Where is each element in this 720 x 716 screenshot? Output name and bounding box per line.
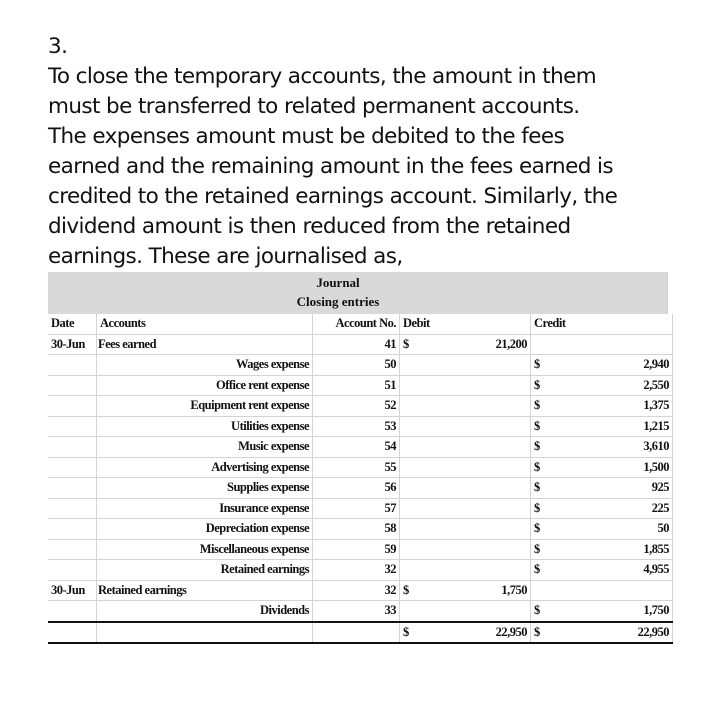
debit-cell (400, 539, 531, 560)
account-name: Supplies expense (227, 480, 309, 495)
debit-cell (400, 375, 531, 396)
currency-symbol: $ (534, 562, 540, 577)
currency-symbol: $ (534, 418, 540, 433)
account-cell (97, 478, 313, 499)
credit-amount: 1,750 (643, 603, 669, 618)
account-no-cell (313, 396, 400, 417)
account-name: Miscellaneous expense (199, 541, 309, 556)
date-cell (48, 437, 97, 458)
totals-account-no-cell (313, 622, 400, 644)
debit-cell (400, 416, 531, 437)
debit-cell (400, 560, 531, 581)
account-number: 32 (384, 562, 396, 577)
account-number: 52 (384, 398, 396, 413)
currency-symbol: $ (534, 603, 540, 618)
journal-row (48, 580, 673, 601)
currency-symbol: $ (534, 500, 540, 515)
account-no-cell (313, 437, 400, 458)
journal-table (48, 272, 668, 644)
header-accounts: Accounts (97, 314, 313, 334)
account-no-cell (313, 539, 400, 560)
account-cell (97, 334, 313, 355)
credit-amount: 1,375 (643, 398, 669, 413)
journal-title: Journal (316, 275, 360, 290)
header-account-no: Account No. (313, 314, 400, 334)
account-name: Insurance expense (219, 500, 309, 515)
account-no-cell (313, 355, 400, 376)
currency-symbol: $ (534, 624, 540, 639)
totals-row (48, 622, 673, 644)
header-row (48, 314, 673, 334)
journal-row (48, 457, 673, 478)
header-debit: Debit (400, 314, 531, 334)
credit-amount: 2,940 (643, 357, 669, 372)
account-number: 54 (384, 439, 396, 454)
account-no-cell (313, 375, 400, 396)
currency-symbol: $ (534, 480, 540, 495)
account-no-cell (313, 601, 400, 622)
journal-row (48, 560, 673, 581)
date-cell (48, 355, 97, 376)
credit-amount: 4,955 (643, 562, 669, 577)
account-name: Music expense (238, 439, 309, 454)
explanation-text (48, 32, 708, 272)
currency-symbol: $ (534, 357, 540, 372)
journal-row (48, 601, 673, 622)
credit-amount: 50 (657, 521, 669, 536)
date-cell (48, 375, 97, 396)
account-number: 57 (384, 500, 396, 515)
credit-cell (531, 437, 673, 458)
account-cell (97, 437, 313, 458)
currency-symbol: $ (534, 398, 540, 413)
account-no-cell (313, 498, 400, 519)
journal-subtitle: Closing entries (296, 294, 380, 309)
credit-cell (531, 396, 673, 417)
date-cell (48, 580, 97, 601)
date-cell (48, 601, 97, 622)
journal-body (48, 334, 673, 622)
account-name: Fees earned (98, 336, 157, 351)
explanation-line: must be transferred to related permanent accounts. (48, 94, 580, 119)
date-cell (48, 539, 97, 560)
debit-cell (400, 355, 531, 376)
credit-amount: 1,500 (643, 459, 669, 474)
credit-amount: 1,215 (643, 418, 669, 433)
journal-row (48, 519, 673, 540)
date-cell (48, 519, 97, 540)
journal-row (48, 437, 673, 458)
credit-cell (531, 478, 673, 499)
journal-row (48, 375, 673, 396)
total-debit-amount: 22,950 (495, 624, 527, 639)
currency-symbol: $ (534, 459, 540, 474)
account-number: 50 (384, 357, 396, 372)
account-name: Wages expense (235, 357, 309, 372)
account-cell (97, 416, 313, 437)
credit-cell (531, 375, 673, 396)
date-cell (48, 478, 97, 499)
explanation-line: credited to the retained earnings account. Similarly, the (48, 184, 618, 209)
date-cell (48, 396, 97, 417)
account-name: Utilities expense (231, 418, 309, 433)
total-credit-amount: 22,950 (637, 624, 669, 639)
explanation-line: The expenses amount must be debited to the fees (48, 124, 565, 149)
credit-amount: 2,550 (643, 377, 669, 392)
date-cell (48, 498, 97, 519)
currency-symbol: $ (534, 377, 540, 392)
date-cell (48, 560, 97, 581)
credit-cell (531, 334, 673, 355)
journal-grid (48, 314, 673, 644)
date-cell (48, 334, 97, 355)
explanation-line: earned and the remaining amount in the fees earned is (48, 154, 613, 179)
account-cell (97, 396, 313, 417)
currency-symbol: $ (403, 582, 409, 597)
header-credit: Credit (531, 314, 673, 334)
credit-amount: 3,610 (643, 439, 669, 454)
account-cell (97, 498, 313, 519)
account-name: Depreciation expense (205, 521, 309, 536)
debit-cell (400, 601, 531, 622)
account-cell (97, 457, 313, 478)
account-no-cell (313, 334, 400, 355)
debit-cell (400, 437, 531, 458)
account-no-cell (313, 478, 400, 499)
credit-cell (531, 601, 673, 622)
account-number: 59 (384, 541, 396, 556)
account-cell (97, 601, 313, 622)
journal-row (48, 478, 673, 499)
debit-cell (400, 498, 531, 519)
account-number: 33 (384, 603, 396, 618)
debit-cell (400, 457, 531, 478)
account-cell (97, 519, 313, 540)
currency-symbol: $ (534, 541, 540, 556)
credit-cell (531, 457, 673, 478)
account-name: Retained earnings (220, 562, 309, 577)
debit-cell (400, 519, 531, 540)
journal-row (48, 334, 673, 355)
totals-date-cell (48, 622, 97, 644)
account-number: 32 (384, 582, 396, 597)
credit-cell (531, 560, 673, 581)
question-number: 3. (48, 34, 68, 59)
credit-cell (531, 416, 673, 437)
journal-row (48, 396, 673, 417)
credit-cell (531, 355, 673, 376)
account-cell (97, 560, 313, 581)
debit-amount: 21,200 (495, 336, 527, 351)
debit-cell (400, 334, 531, 355)
account-number: 56 (384, 480, 396, 495)
debit-cell (400, 580, 531, 601)
total-credit (531, 622, 673, 644)
account-number: 58 (384, 521, 396, 536)
credit-cell (531, 580, 673, 601)
account-cell (97, 355, 313, 376)
journal-row (48, 498, 673, 519)
account-no-cell (313, 560, 400, 581)
journal-row (48, 539, 673, 560)
entry-date: 30-Jun (51, 582, 85, 597)
journal-row (48, 416, 673, 437)
account-cell (97, 539, 313, 560)
account-cell (97, 580, 313, 601)
account-no-cell (313, 519, 400, 540)
debit-cell (400, 396, 531, 417)
credit-amount: 225 (651, 500, 669, 515)
account-number: 55 (384, 459, 396, 474)
credit-cell (531, 498, 673, 519)
currency-symbol: $ (403, 336, 409, 351)
account-no-cell (313, 457, 400, 478)
credit-amount: 925 (651, 480, 669, 495)
account-name: Advertising expense (211, 459, 309, 474)
account-name: Office rent expense (215, 377, 309, 392)
currency-symbol: $ (403, 624, 409, 639)
date-cell (48, 416, 97, 437)
credit-cell (531, 539, 673, 560)
account-number: 53 (384, 418, 396, 433)
journal-title-band (48, 272, 668, 314)
account-name: Retained earnings (98, 582, 187, 597)
header-date: Date (48, 314, 97, 334)
total-debit (400, 622, 531, 644)
date-cell (48, 457, 97, 478)
account-cell (97, 375, 313, 396)
account-number: 41 (384, 336, 396, 351)
credit-cell (531, 519, 673, 540)
debit-cell (400, 478, 531, 499)
account-name: Equipment rent expense (190, 398, 309, 413)
explanation-line: earnings. These are journalised as, (48, 244, 403, 269)
debit-amount: 1,750 (501, 582, 527, 597)
account-no-cell (313, 416, 400, 437)
totals-account-cell (97, 622, 313, 644)
credit-amount: 1,855 (643, 541, 669, 556)
account-number: 51 (384, 377, 396, 392)
currency-symbol: $ (534, 439, 540, 454)
account-no-cell (313, 580, 400, 601)
account-name: Dividends (260, 603, 309, 618)
explanation-line: dividend amount is then reduced from the retained (48, 214, 571, 239)
explanation-line: To close the temporary accounts, the amount in them (48, 64, 597, 89)
entry-date: 30-Jun (51, 336, 85, 351)
journal-row (48, 355, 673, 376)
currency-symbol: $ (534, 521, 540, 536)
